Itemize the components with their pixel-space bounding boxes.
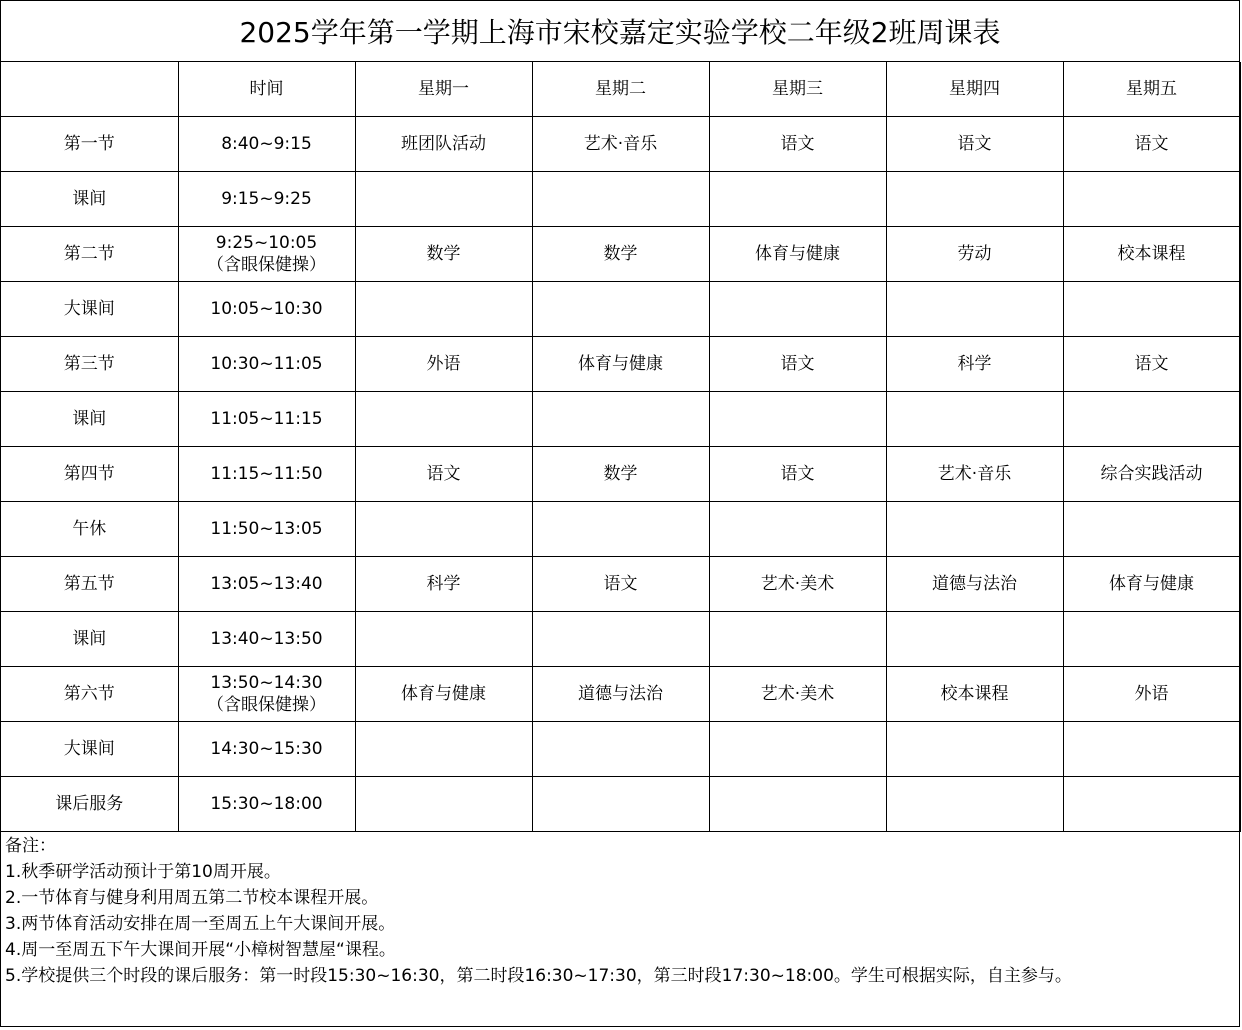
class-cell-monday bbox=[355, 282, 532, 337]
time-range: 8:40~9:15 bbox=[221, 134, 312, 154]
class-cell-tuesday bbox=[532, 722, 709, 777]
notes-heading: 备注： bbox=[5, 836, 56, 856]
time-cell bbox=[178, 227, 355, 282]
class-cell-tuesday: 体育与健康 bbox=[532, 337, 709, 392]
period-cell: 第一节 bbox=[1, 117, 178, 172]
time-range: 13:40~13:50 bbox=[210, 629, 323, 649]
time-range: 13:05~13:40 bbox=[210, 574, 323, 594]
schedule-row bbox=[1, 117, 1240, 172]
class-cell-thursday: 语文 bbox=[886, 117, 1063, 172]
time-cell bbox=[178, 447, 355, 502]
class-cell-friday bbox=[1063, 777, 1240, 832]
class-cell-friday bbox=[1063, 722, 1240, 777]
period-cell: 课间 bbox=[1, 612, 178, 667]
class-cell-thursday: 劳动 bbox=[886, 227, 1063, 282]
schedule-row bbox=[1, 282, 1240, 337]
schedule-row bbox=[1, 777, 1240, 832]
schedule-row bbox=[1, 172, 1240, 227]
class-cell-thursday bbox=[886, 777, 1063, 832]
header-cell-tuesday: 星期二 bbox=[532, 62, 709, 117]
class-cell-thursday bbox=[886, 722, 1063, 777]
period-cell: 课后服务 bbox=[1, 777, 178, 832]
time-cell bbox=[178, 282, 355, 337]
class-cell-tuesday: 数学 bbox=[532, 227, 709, 282]
time-cell bbox=[178, 392, 355, 447]
class-cell-tuesday: 道德与法治 bbox=[532, 667, 709, 722]
class-cell-thursday bbox=[886, 172, 1063, 227]
class-cell-tuesday bbox=[532, 282, 709, 337]
schedule-row bbox=[1, 667, 1240, 722]
schedule-row bbox=[1, 557, 1240, 612]
period-cell: 大课间 bbox=[1, 722, 178, 777]
class-cell-tuesday: 语文 bbox=[532, 557, 709, 612]
time-range: 9:15~9:25 bbox=[221, 189, 312, 209]
time-range: 11:05~11:15 bbox=[210, 409, 323, 429]
time-range: 13:50~14:30 bbox=[210, 673, 323, 693]
notes-item: 4.周一至周五下午大课间开展“小樟树智慧屋“课程。 bbox=[5, 940, 396, 960]
time-cell bbox=[178, 612, 355, 667]
class-cell-wednesday: 语文 bbox=[709, 447, 886, 502]
time-note: （含眼保健操） bbox=[207, 695, 326, 715]
class-cell-friday bbox=[1063, 392, 1240, 447]
class-cell-thursday bbox=[886, 612, 1063, 667]
class-cell-monday: 班团队活动 bbox=[355, 117, 532, 172]
time-range: 11:15~11:50 bbox=[210, 464, 323, 484]
class-cell-wednesday: 体育与健康 bbox=[709, 227, 886, 282]
period-cell: 第三节 bbox=[1, 337, 178, 392]
class-cell-thursday: 科学 bbox=[886, 337, 1063, 392]
class-cell-friday bbox=[1063, 172, 1240, 227]
time-range: 10:05~10:30 bbox=[210, 299, 323, 319]
schedule-row bbox=[1, 392, 1240, 447]
class-cell-tuesday: 数学 bbox=[532, 447, 709, 502]
period-cell: 第六节 bbox=[1, 667, 178, 722]
time-cell bbox=[178, 337, 355, 392]
class-cell-monday bbox=[355, 392, 532, 447]
class-cell-monday: 语文 bbox=[355, 447, 532, 502]
class-cell-tuesday bbox=[532, 612, 709, 667]
schedule-row bbox=[1, 502, 1240, 557]
class-cell-friday: 外语 bbox=[1063, 667, 1240, 722]
header-cell-friday: 星期五 bbox=[1063, 62, 1240, 117]
schedule-row bbox=[1, 722, 1240, 777]
time-range: 15:30~18:00 bbox=[210, 794, 323, 814]
time-range: 14:30~15:30 bbox=[210, 739, 323, 759]
notes-item: 5.学校提供三个时段的课后服务：第一时段15:30~16:30，第二时段16:30~17:30，第三时段17:30~18:00。学生可根据实际，自主参与。 bbox=[5, 966, 1072, 986]
time-cell bbox=[178, 557, 355, 612]
time-cell bbox=[178, 667, 355, 722]
schedule-row bbox=[1, 227, 1240, 282]
period-cell: 课间 bbox=[1, 172, 178, 227]
class-cell-thursday: 艺术·音乐 bbox=[886, 447, 1063, 502]
class-cell-monday bbox=[355, 172, 532, 227]
class-cell-thursday: 校本课程 bbox=[886, 667, 1063, 722]
class-cell-wednesday bbox=[709, 502, 886, 557]
class-cell-monday bbox=[355, 777, 532, 832]
notes-item: 1.秋季研学活动预计于第10周开展。 bbox=[5, 862, 281, 882]
class-cell-friday bbox=[1063, 282, 1240, 337]
class-cell-friday: 语文 bbox=[1063, 117, 1240, 172]
class-cell-tuesday bbox=[532, 777, 709, 832]
period-cell: 第五节 bbox=[1, 557, 178, 612]
class-cell-wednesday bbox=[709, 282, 886, 337]
notes-item: 3.两节体育活动安排在周一至周五上午大课间开展。 bbox=[5, 914, 396, 934]
class-cell-thursday bbox=[886, 282, 1063, 337]
class-cell-wednesday: 语文 bbox=[709, 117, 886, 172]
time-range: 9:25~10:05 bbox=[215, 233, 318, 253]
class-cell-friday: 语文 bbox=[1063, 337, 1240, 392]
class-cell-tuesday bbox=[532, 392, 709, 447]
header-cell-corner bbox=[1, 62, 178, 117]
schedule-table bbox=[1, 62, 1241, 832]
class-cell-friday: 校本课程 bbox=[1063, 227, 1240, 282]
class-cell-wednesday bbox=[709, 722, 886, 777]
period-cell: 第二节 bbox=[1, 227, 178, 282]
class-cell-wednesday bbox=[709, 172, 886, 227]
class-cell-tuesday bbox=[532, 172, 709, 227]
class-cell-wednesday bbox=[709, 612, 886, 667]
header-cell-wednesday: 星期三 bbox=[709, 62, 886, 117]
class-cell-thursday: 道德与法治 bbox=[886, 557, 1063, 612]
time-range: 11:50~13:05 bbox=[210, 519, 323, 539]
class-cell-monday bbox=[355, 612, 532, 667]
time-cell bbox=[178, 722, 355, 777]
class-cell-wednesday bbox=[709, 392, 886, 447]
class-cell-monday: 科学 bbox=[355, 557, 532, 612]
period-cell: 大课间 bbox=[1, 282, 178, 337]
time-cell bbox=[178, 117, 355, 172]
class-cell-wednesday: 艺术·美术 bbox=[709, 557, 886, 612]
period-cell: 午休 bbox=[1, 502, 178, 557]
notes-section bbox=[5, 833, 1235, 989]
class-cell-wednesday bbox=[709, 777, 886, 832]
schedule-row bbox=[1, 447, 1240, 502]
time-cell bbox=[178, 777, 355, 832]
time-cell bbox=[178, 172, 355, 227]
class-cell-wednesday: 艺术·美术 bbox=[709, 667, 886, 722]
class-cell-wednesday: 语文 bbox=[709, 337, 886, 392]
time-cell bbox=[178, 502, 355, 557]
page-title: 2025学年第一学期上海市宋校嘉定实验学校二年级2班周课表 bbox=[1, 1, 1239, 62]
class-cell-friday bbox=[1063, 502, 1240, 557]
class-cell-monday bbox=[355, 502, 532, 557]
period-cell: 第四节 bbox=[1, 447, 178, 502]
header-row bbox=[1, 62, 1240, 117]
schedule-row bbox=[1, 612, 1240, 667]
header-cell-time: 时间 bbox=[178, 62, 355, 117]
schedule-row bbox=[1, 337, 1240, 392]
notes-item: 2.一节体育与健身利用周五第二节校本课程开展。 bbox=[5, 888, 379, 908]
class-cell-friday bbox=[1063, 612, 1240, 667]
class-cell-monday: 体育与健康 bbox=[355, 667, 532, 722]
class-cell-friday: 体育与健康 bbox=[1063, 557, 1240, 612]
header-cell-thursday: 星期四 bbox=[886, 62, 1063, 117]
class-cell-thursday bbox=[886, 392, 1063, 447]
class-cell-monday: 外语 bbox=[355, 337, 532, 392]
class-cell-thursday bbox=[886, 502, 1063, 557]
period-cell: 课间 bbox=[1, 392, 178, 447]
class-cell-tuesday bbox=[532, 502, 709, 557]
time-range: 10:30~11:05 bbox=[210, 354, 323, 374]
class-cell-monday bbox=[355, 722, 532, 777]
class-cell-tuesday: 艺术·音乐 bbox=[532, 117, 709, 172]
header-cell-monday: 星期一 bbox=[355, 62, 532, 117]
class-cell-monday: 数学 bbox=[355, 227, 532, 282]
class-cell-friday: 综合实践活动 bbox=[1063, 447, 1240, 502]
time-note: （含眼保健操） bbox=[207, 255, 326, 275]
